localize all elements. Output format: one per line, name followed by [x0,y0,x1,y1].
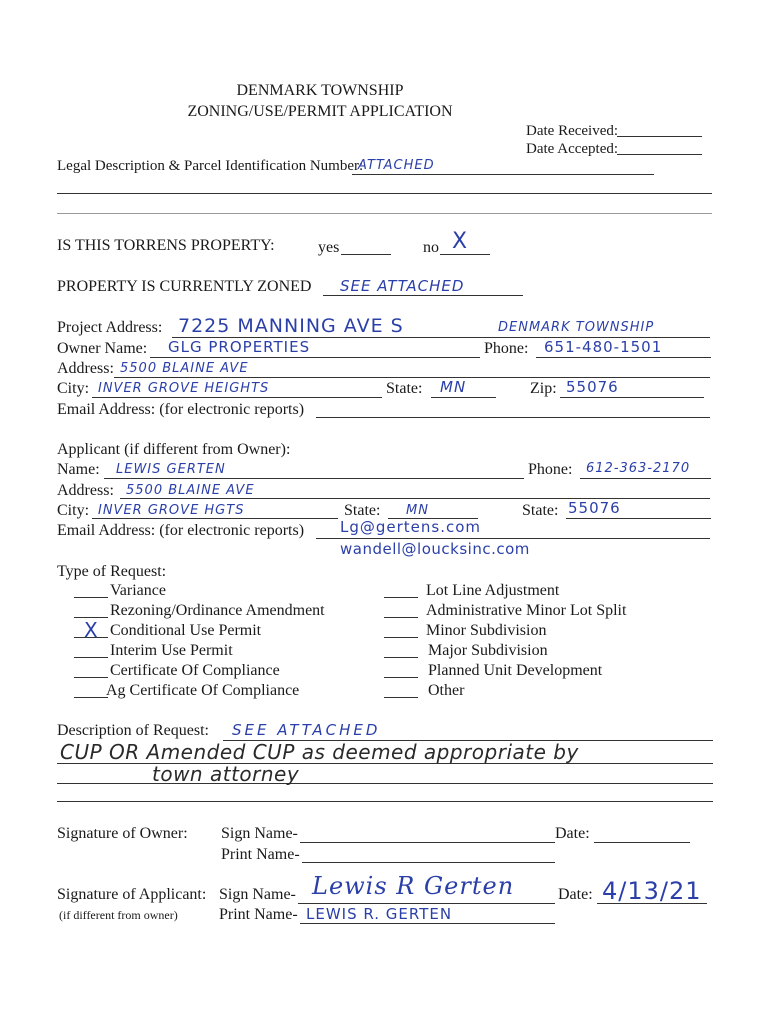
zoned-value: SEE ATTACHED [340,277,465,295]
request-type-heading: Type of Request: [57,563,167,580]
applicant-name-label: Name: [57,461,100,478]
applicant-heading: Applicant (if different from Owner): [57,441,291,458]
legal-description-field[interactable] [352,174,654,175]
applicant-phone-label: Phone: [528,461,573,478]
township-title: DENMARK TOWNSHIP [236,82,404,99]
applicant-print-name-field[interactable] [300,923,555,924]
owner-zip-label: Zip: [530,380,557,397]
request-minor-subdivision: Minor Subdivision [426,622,547,639]
applicant-address-field[interactable] [120,498,710,499]
owner-city-value: INVER GROVE HEIGHTS [98,381,270,396]
applicant-name-value: LEWIS GERTEN [116,462,226,477]
legal-extra-line-1[interactable] [57,193,712,194]
description-value-2: town attorney [152,762,300,786]
owner-sign-name-field[interactable] [300,842,555,843]
request-lot-line: Lot Line Adjustment [426,582,560,599]
owner-address-value: 5500 BLAINE AVE [120,361,249,376]
owner-name-label: Owner Name: [57,340,148,357]
applicant-address-value: 5500 BLAINE AVE [126,483,255,498]
description-label: Description of Request: [57,722,209,739]
owner-sign-name-label: Sign Name- [221,825,298,842]
request-major-subdivision: Major Subdivision [428,642,548,659]
conditional-use-mark: X [84,618,98,642]
owner-address-label: Address: [57,360,114,377]
applicant-sign-name-label: Sign Name- [219,886,296,903]
applicant-city-field[interactable] [92,518,338,519]
torrens-label: IS THIS TORRENS PROPERTY: [57,237,275,254]
request-other: Other [428,682,465,699]
legal-description-value: ATTACHED [358,158,435,173]
applicant-city-label: City: [57,502,90,519]
owner-signature-label: Signature of Owner: [57,825,188,842]
owner-date-label: Date: [555,825,590,842]
owner-print-name-label: Print Name- [221,846,300,863]
request-certificate-compliance: Certificate Of Compliance [110,662,280,679]
applicant-address-label: Address: [57,482,114,499]
applicant-name-field[interactable] [104,478,524,479]
checkbox-variance[interactable] [74,597,108,598]
applicant-state-label: State: [344,502,381,519]
applicant-print-value: LEWIS R. GERTEN [306,905,453,923]
owner-email-field[interactable] [316,417,710,418]
request-rezoning: Rezoning/Ordinance Amendment [110,602,325,619]
applicant-state-value: MN [406,503,429,518]
applicant-state2-value: 55076 [568,499,621,517]
owner-name-field[interactable] [150,357,480,358]
request-variance: Variance [110,582,166,599]
request-interim-use: Interim Use Permit [110,642,233,659]
checkbox-major-subdivision[interactable] [384,657,418,658]
applicant-print-name-label: Print Name- [219,906,298,923]
project-address-label: Project Address: [57,319,163,336]
applicant-city-value: INVER GROVE HGTS [98,503,245,518]
checkbox-certificate-compliance[interactable] [74,677,108,678]
owner-date-field[interactable] [594,842,690,843]
owner-state-field[interactable] [431,397,496,398]
owner-phone-field[interactable] [536,357,711,358]
applicant-date-label: Date: [558,886,593,903]
request-pud: Planned Unit Development [428,662,603,679]
request-ag-certificate: Ag Certificate Of Compliance [106,682,300,699]
torrens-no-label: no [423,239,439,256]
applicant-email-label: Email Address: (for electronic reports) [57,522,305,539]
applicant-state2-label: State: [522,502,559,519]
owner-state-label: State: [386,380,423,397]
description-value-0: SEE ATTACHED [232,721,381,739]
owner-zip-field[interactable] [560,397,704,398]
owner-email-label: Email Address: (for electronic reports) [57,401,305,418]
owner-address-field[interactable] [114,377,710,378]
applicant-sign-value: Lewis R Gerten [312,872,515,900]
owner-city-field[interactable] [92,397,382,398]
owner-zip-value: 55076 [566,378,619,396]
checkbox-minor-subdivision[interactable] [384,637,418,638]
legal-description-label: Legal Description & Parcel Identification Number: [57,158,364,174]
legal-extra-line-2[interactable] [57,213,712,214]
date-accepted-label: Date Accepted: [526,141,619,157]
date-received-label: Date Received: [526,123,619,139]
torrens-yes-label: yes [318,239,340,256]
checkbox-pud[interactable] [384,677,418,678]
owner-print-name-field[interactable] [302,862,555,863]
applicant-date-value: 4/13/21 [602,877,702,905]
owner-phone-label: Phone: [484,340,529,357]
project-address-extra: DENMARK TOWNSHIP [498,320,655,335]
torrens-no-mark: X [452,229,468,254]
applicant-phone-field[interactable] [580,478,711,479]
checkbox-ag-certificate[interactable] [74,697,108,698]
checkbox-other[interactable] [384,697,418,698]
applicant-phone-value: 612-363-2170 [586,461,691,476]
applicant-email-value: Lg@gertens.com [340,518,482,536]
owner-state-value: MN [440,378,467,396]
date-accepted-field[interactable] [617,154,702,155]
checkbox-interim-use[interactable] [74,657,108,658]
applicant-sub-label: (if different from owner) [59,908,178,922]
torrens-no-field[interactable] [440,254,490,255]
applicant-email-field[interactable] [316,538,710,539]
applicant-signature-label: Signature of Applicant: [57,886,207,903]
owner-city-label: City: [57,380,90,397]
applicant-email-value-2: wandell@loucksinc.com [340,540,530,558]
form-title: ZONING/USE/PERMIT APPLICATION [187,103,453,120]
torrens-yes-field[interactable] [341,254,391,255]
applicant-state2-field[interactable] [566,518,711,519]
request-conditional-use: Conditional Use Permit [110,622,262,639]
checkbox-lot-line[interactable] [384,597,418,598]
owner-name-value: GLG PROPERTIES [168,338,311,356]
applicant-sign-name-field[interactable] [298,903,555,904]
date-received-field[interactable] [617,136,702,137]
owner-phone-value: 651-480-1501 [544,338,663,356]
description-value-1: CUP OR Amended CUP as deemed appropriate by [60,740,579,764]
zoned-field[interactable] [323,295,523,296]
zoned-label: PROPERTY IS CURRENTLY ZONED [57,278,312,295]
project-address-value: 7225 MANNING AVE S [178,315,404,337]
request-admin-lot-split: Administrative Minor Lot Split [426,602,627,619]
checkbox-admin-lot-split[interactable] [384,617,418,618]
description-field-3[interactable] [57,801,713,802]
